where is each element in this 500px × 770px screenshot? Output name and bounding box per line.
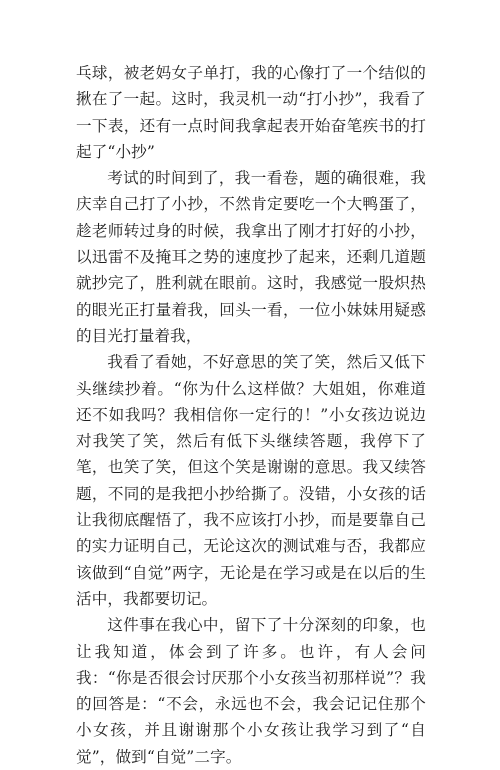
document-body <box>76 60 426 770</box>
paragraph-1: 乓球，被老妈女子单打，我的心像打了一个结似的揪在了一起。这时，我灵机一动“打小抄”，我看了一下表，还有一点时间我拿起表开始奋笔疾书的打起了“小抄” <box>76 64 426 161</box>
paragraph-4: 这件事在我心中，留下了十分深刻的印象，也让我知道，体会到了许多。也许，有人会问我：“你是否很会讨厌那个小女孩当初那样说”？我的回答是：“不会，永远也不会，我会记记住那个小女孩，并且谢谢那个小女孩让我学习到了“自觉”，做到“自觉”二字。 <box>76 616 426 766</box>
paragraph-2: 考试的时间到了，我一看卷，题的确很难，我庆幸自己打了小抄，不然肯定要吃一个大鸭蛋了，趁老师转过身的时候，我拿出了刚才打好的小抄，以迅雷不及掩耳之势的速度抄了起来，还剩几道题就抄完了，胜利就在眼前。这时，我感觉一股炽热的眼光正打量着我，回头一看，一位小妹妹用疑惑的目光打量着我， <box>76 169 426 345</box>
paragraph-3: 我看了看她，不好意思的笑了笑，然后又低下头继续抄着。“你为什么这样做？大姐姐，你难道还不如我吗？我相信你一定行的！”小女孩边说边对我笑了笑，然后有低下头继续答题，我停下了笔，也笑了笑，但这个笑是谢谢的意思。我又续答题，不同的是我把小抄给撕了。没错，小女孩的话让我彻底醒悟了，我不应该打小抄，而是要靠自己的实力证明自己，无论这次的测试难与否，我都应该做到“自觉”两字，无论是在学习或是在以后的生活中，我都要切记。 <box>76 353 426 608</box>
